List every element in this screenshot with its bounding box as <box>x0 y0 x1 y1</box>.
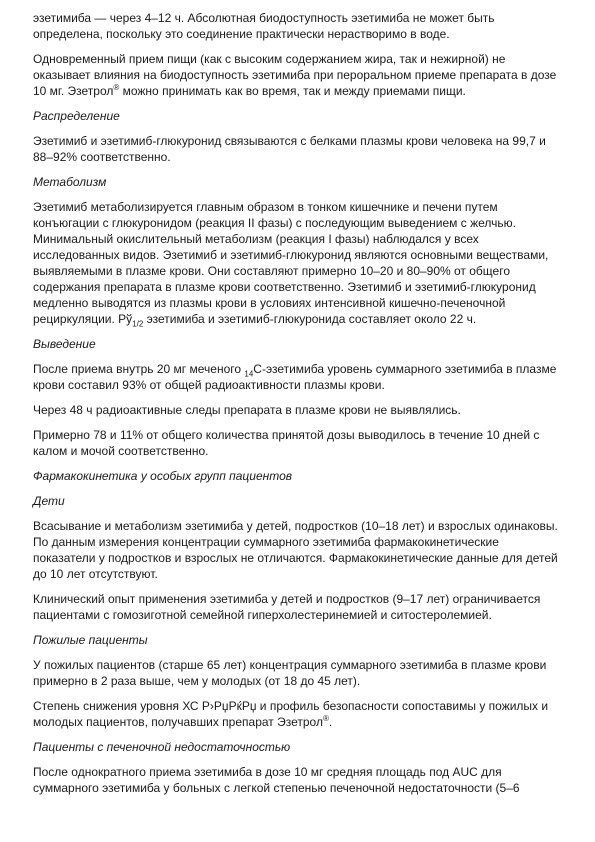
subscript: 14 <box>244 369 254 379</box>
section-heading-elderly: Пожилые пациенты <box>33 633 148 647</box>
section-heading-hepatic-insufficiency: Пациенты с печеночной недостаточностью <box>33 740 291 754</box>
paragraph: Одновременный прием пищи (как с высоким содержанием жира, так и нежирной) не оказывает влияния на биодоступность эзетимиба при пероральном приеме препарата в дозе 10 мг. Эзетрол® можно принимать как во время, так и между приемами пищи. <box>33 52 557 98</box>
section-heading-distribution: Распределение <box>33 109 120 123</box>
section-heading-excretion: Выведение <box>33 337 96 351</box>
paragraph: Через 48 ч радиоактивные следы препарата в плазме крови не выявлялись. <box>33 403 461 417</box>
paragraph: Клинический опыт применения эзетимиба у детей и подростков (9–17 лет) ограничивается пациентами с гомозиготной семейной гиперхолестеринемией и ситостеролемией. <box>33 592 541 622</box>
paragraph: Эзетимиб и эзетимиб-глюкуронид связываются с белками плазмы крови человека на 99,7 и 88–92% соответственно. <box>33 134 546 164</box>
paragraph: Степень снижения уровня ХС Р›РџРќРџ и профиль безопасности сопоставимы у пожилых и молодых пациентов, получавших препарат Эзетрол®. <box>33 699 549 729</box>
registered-mark: ® <box>322 714 329 723</box>
section-heading-metabolism: Метаболизм <box>33 175 107 189</box>
paragraph: Примерно 78 и 11% от общего количества принятой дозы выводилось в течение 10 дней с калом и мочой соответственно. <box>33 428 540 458</box>
paragraph: После однократного приема эзетимиба в дозе 10 мг средняя площадь под AUC для суммарного эзетимиба у больных с легкой степенью печеночной недостаточности (5–6 <box>33 765 520 795</box>
document-page <box>33 10 563 805</box>
subscript: 1/2 <box>132 319 144 329</box>
paragraph: Эзетимиб метаболизируется главным образом в тонком кишечнике и печени путем конъюгации с глюкуронидом (реакция II фазы) с последующим выведением с желчью. Минимальный окислительный метаболизм (реакция I фазы) наблюдался у всех исследованных видов. Эзетимиб и эзетимиб-глюкуронид являются основными веществами, выявляемыми в плазме крови. Они составляют примерно 10–20 и 80–90% от общего содержания препарата в плазме крови соответственно. Эзетимиб и эзетимиб-глюкуронид медленно выводятся из плазмы крови в условиях интенсивной кишечно-печеночной рециркуляции. $Рў_{1/2}$ эзетимиба и эзетимиб-глюкуронида составляет около 22 ч. <box>33 200 549 329</box>
section-heading-children: Дети <box>33 494 65 508</box>
paragraph: У пожилых пациентов (старше 65 лет) концентрация суммарного эзетимиба в плазме крови примерно в 2 раза выше, чем у молодых (от 18 до 45 лет). <box>33 658 547 688</box>
registered-mark: ® <box>113 83 120 92</box>
section-heading-special-groups: Фармакокинетика у особых групп пациентов <box>33 469 293 483</box>
paragraph: После приема внутрь 20 мг меченого $_{14}$С-эзетимиба уровень суммарного эзетимиба в плазме крови составил 93% от общей радиоактивности плазмы крови. <box>33 362 557 392</box>
paragraph: эзетимиба — через 4–12 ч. Абсолютная биодоступность эзетимиба не может быть определена, поскольку это соединение практически нерастворимо в воде. <box>33 11 495 41</box>
paragraph: Всасывание и метаболизм эзетимиба у детей, подростков (10–18 лет) и взрослых одинаковы. По данным измерения концентрации суммарного эзетимиба фармакокинетические показатели у подростков и взрослых не отличаются. Фармакокинетические данные для детей до 10 лет отсутствуют. <box>33 519 558 581</box>
